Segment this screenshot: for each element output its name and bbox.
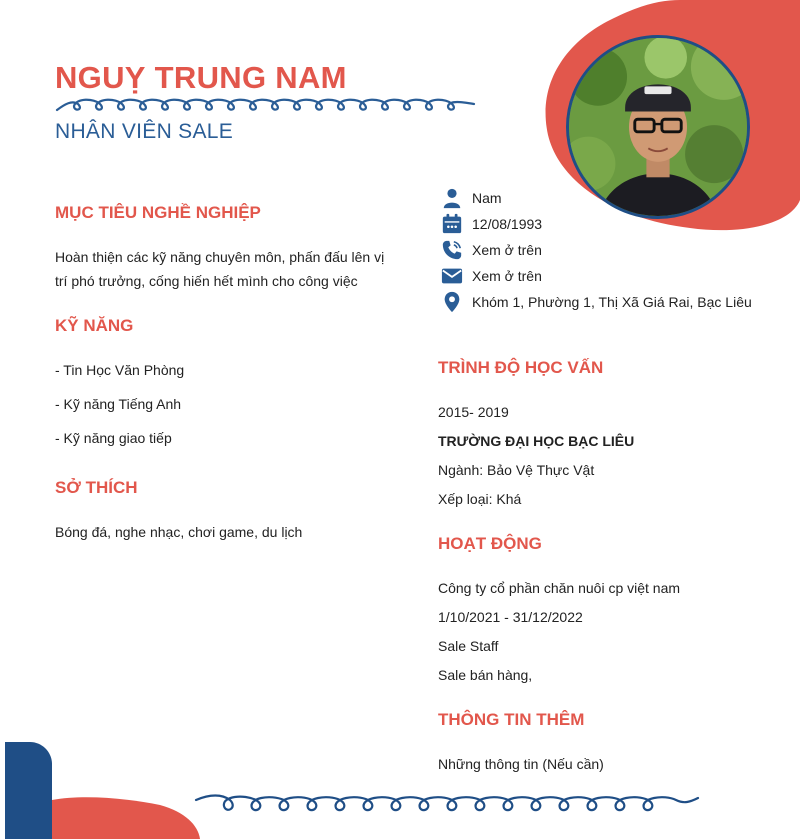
education-major: Ngành: Bảo Vệ Thực Vật bbox=[438, 462, 595, 478]
info-row-email bbox=[440, 264, 542, 288]
education-school: TRƯỜNG ĐẠI HỌC BẠC LIÊU bbox=[438, 433, 635, 449]
info-email: Xem ở trên bbox=[472, 268, 542, 284]
location-pin-icon bbox=[440, 290, 464, 314]
info-row-gender bbox=[440, 186, 502, 210]
career-objective-line-1: Hoàn thiện các kỹ năng chuyên môn, phấn đấu lên vị bbox=[55, 249, 385, 265]
activity-company: Công ty cổ phần chăn nuôi cp việt nam bbox=[438, 580, 681, 596]
section-title-education: TRÌNH ĐỘ HỌC VẤN bbox=[438, 358, 604, 377]
info-gender: Nam bbox=[472, 190, 502, 206]
additional-info-text: Những thông tin (Nếu cần) bbox=[438, 756, 604, 772]
phone-icon bbox=[440, 238, 464, 262]
section-title-career-objective: MỤC TIÊU NGHỀ NGHIỆP bbox=[55, 203, 261, 222]
info-row-phone bbox=[440, 238, 542, 262]
email-icon bbox=[440, 264, 464, 288]
section-title-hobbies: SỞ THÍCH bbox=[55, 478, 138, 497]
info-birthdate: 12/08/1993 bbox=[472, 216, 543, 232]
candidate-name: NGUỴ TRUNG NAM bbox=[55, 60, 347, 95]
bottom-left-red-shape bbox=[52, 797, 200, 839]
calendar-icon bbox=[440, 212, 464, 236]
info-address: Khóm 1, Phường 1, Thị Xã Giá Rai, Bạc Liêu bbox=[472, 294, 752, 310]
bottom-left-blue-shape bbox=[5, 742, 52, 839]
skill-item: - Tin Học Văn Phòng bbox=[55, 362, 185, 378]
profile-photo-illustration bbox=[569, 38, 747, 216]
info-row-birthdate bbox=[440, 212, 542, 236]
candidate-position: NHÂN VIÊN SALE bbox=[55, 120, 234, 143]
activity-role: Sale Staff bbox=[438, 638, 499, 654]
section-title-skills: KỸ NĂNG bbox=[55, 316, 134, 335]
skill-item: - Kỹ năng giao tiếp bbox=[55, 430, 172, 446]
hobbies-text: Bóng đá, nghe nhạc, chơi game, du lịch bbox=[55, 524, 303, 540]
name-underline-squiggle bbox=[57, 100, 474, 110]
section-title-activities: HOẠT ĐỘNG bbox=[438, 534, 542, 553]
career-objective-line-2: trí phó trưởng, cống hiến hết mình cho công việc bbox=[55, 273, 358, 289]
info-phone: Xem ở trên bbox=[472, 242, 542, 258]
profile-photo bbox=[566, 35, 750, 219]
activity-period: 1/10/2021 - 31/12/2022 bbox=[438, 609, 583, 625]
education-years: 2015- 2019 bbox=[438, 404, 509, 420]
info-row-address bbox=[440, 290, 752, 314]
skill-item: - Kỹ năng Tiếng Anh bbox=[55, 396, 182, 412]
education-grade: Xếp loại: Khá bbox=[438, 491, 522, 507]
section-title-additional-info: THÔNG TIN THÊM bbox=[438, 710, 585, 729]
person-icon bbox=[440, 186, 464, 210]
activity-description: Sale bán hàng, bbox=[438, 667, 533, 683]
bottom-squiggle bbox=[196, 796, 698, 811]
